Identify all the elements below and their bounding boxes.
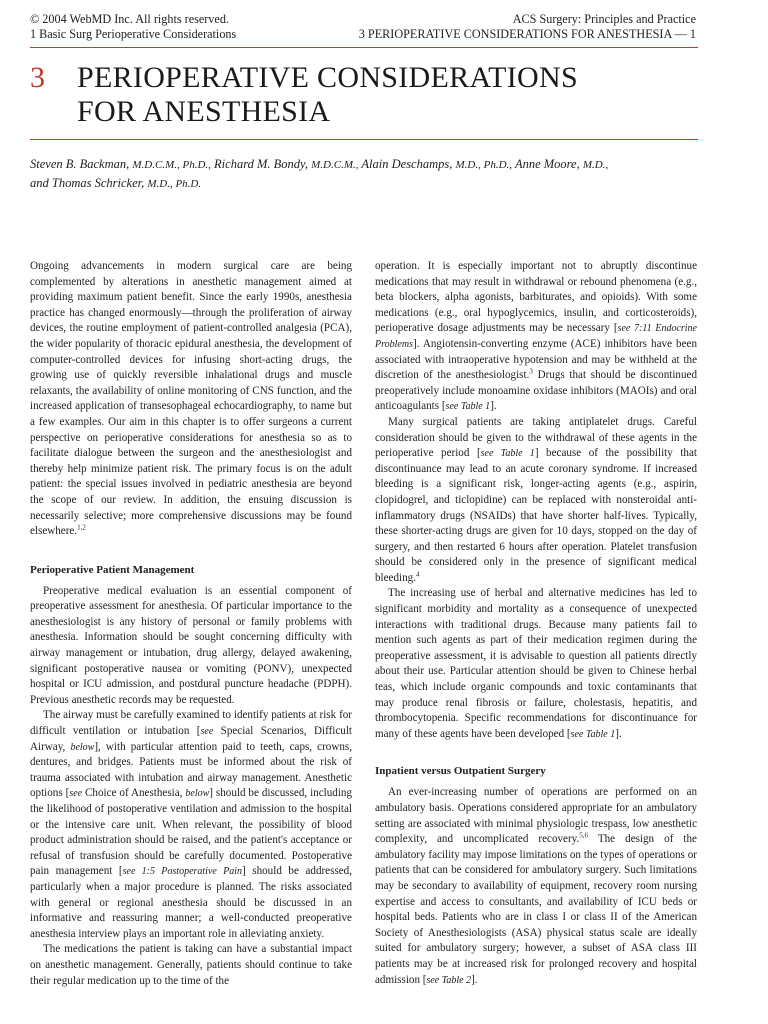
author-degrees: M.D., bbox=[582, 159, 609, 171]
section-heading: Inpatient versus Outpatient Surgery bbox=[375, 765, 546, 778]
body-paragraph: An ever-increasing number of operations are performed on an ambulatory basis. Operations considered appropriate for an ambulatory setting are associated with minimal physiologic trespass, low anesthetic complexity, and uncomplicated recovery.$^{5,6}$ The design of the ambulatory facility may impose limitations on the types of operations or patients that can be considered for ambulatory surgery. Such limitations may be secondary to availability of equipment, recovery room nursing expertise and access to consultants, and availability of ICU beds or hospital beds. Patients who are in class I or class II of the American Society of Anesthesiologists (ASA) physical status scale are ideally suited for ambulatory surgery; however, a subset of ASA class III patients may be at increased risk for prolonged recovery and hospital admission [see Table 2]. bbox=[375, 786, 697, 986]
chapter-title-line2: FOR ANESTHESIA bbox=[77, 95, 331, 128]
body-paragraph: The medications the patient is taking can have a substantial impact on anesthetic management. Generally, patients should continue to take their regular medication up to the time of the bbox=[30, 943, 352, 987]
body-paragraph: The increasing use of herbal and alternative medicines has led to significant morbidity and mortality as a consequence of unexpected interactions with traditional drugs. Because many patients fail to mention such agents as part of their medication regimen during the preoperative assessment, it is advisable to question all patients directly about their use. Particular attention should be given to Chinese herbal teas, which include organic compounds and toxic contaminants that may produce renal fibrosis or failure, cholestasis, hepatitis, and thrombocytopenia. Specific recommendations for discontinuance for many of these agents have been developed [see Table 1]. bbox=[375, 587, 697, 740]
footnote-ref: 3 bbox=[529, 367, 533, 376]
author-name: Alain Deschamps, bbox=[361, 157, 453, 171]
table-reference: see Table 1 bbox=[570, 728, 616, 740]
copyright-notice: © 2004 WebMD Inc. All rights reserved. bbox=[30, 12, 229, 26]
author-degrees: M.D.C.M., bbox=[311, 159, 359, 171]
chapter-title-line1: PERIOPERATIVE CONSIDERATIONS bbox=[77, 61, 578, 94]
running-title: 3 PERIOPERATIVE CONSIDERATIONS FOR ANESTHESIA — 1 bbox=[358, 27, 696, 41]
author-list bbox=[30, 155, 710, 193]
author-name: and Thomas Schricker, bbox=[30, 176, 145, 190]
author-degrees: M.D., Ph.D. bbox=[147, 178, 202, 190]
author-name: Steven B. Backman, bbox=[30, 157, 130, 171]
author-name: Richard M. Bondy, bbox=[214, 157, 309, 171]
book-title: ACS Surgery: Principles and Practice bbox=[512, 12, 696, 26]
table-reference: see Table 2 bbox=[426, 974, 472, 986]
header-rule bbox=[30, 47, 698, 48]
table-reference: see Table 1 bbox=[445, 401, 491, 413]
body-paragraph: Preoperative medical evaluation is an essential component of preoperative assessment for anesthesia. Of particular importance to the anesthesiologist is any history of personal or family problems with anesthesia. Information should be sought concerning difficulty with airway management or intubation, drug allergy, delayed awakening, significant postoperative nausea or vomiting (PONV), unexpected hospital or ICU admission, and postdural puncture headache (PDPH). Previous anesthetic records may be requested. bbox=[30, 584, 352, 706]
chapter-title bbox=[77, 61, 578, 129]
body-paragraph: Many surgical patients are taking antiplatelet drugs. Careful consideration should be given to the withdrawal of these agents in the perioperative period [see Table 1] because of the possibility that discontinuance may lead to an acute coronary syndrome. If increased bleeding is a significant risk, longer-acting agents (e.g., aspirin, clopidogrel, and ticlopidine) can be replaced with nonsteroidal anti-inflammatory drugs (NSAIDs) that have shorter half-lives. Typically, these shorter-acting drugs are given for 10 days, stopped on the day of surgery, and then restarted 6 hours after operation. Platelet transfusion should be considered only in the presence of significant medical bleeding.$^4$ bbox=[375, 415, 697, 584]
title-rule bbox=[30, 139, 698, 140]
body-paragraph: operation. It is especially important not to abruptly discontinue medications that may result in withdrawal or rebound phenomena (e.g., beta blockers, alpha agonists, barbiturates, and opioids). With some medications (e.g., oral hypoglycemics, insulin, and corticosteroids), perioperative dosage adjustments may be necessary [see 7:11 Endocrine Problems]. Angiotensin-converting enzyme (ACE) inhibitors have been associated with intraoperative hypotension and may be withheld at the discretion of the anesthesiologist.$^3$ Drugs that should be discontinued preoperatively include monoamine oxidase inhibitors (MAOIs) and oral anticoagulants [see Table 1]. bbox=[375, 260, 697, 413]
footnote-ref: 1,2 bbox=[77, 523, 86, 532]
right-column bbox=[375, 259, 697, 988]
left-column bbox=[30, 259, 352, 989]
intro-paragraph: Ongoing advancements in modern surgical care are being complemented by alterations in anesthetic management aimed at providing maximum patient benefit. Since the early 1990s, anesthesia practice has changed enormously—through the proliferation of airway devices, the routine employment of patient-controlled analgesia (PCA), the wider popularity of thoracic epidural anesthesia, the development of computer-controlled devices for infusing short-acting drugs, the growing use of quickly reversible inhalational drugs and muscle relaxants, the availability of online monitoring of CNS function, and the increased application of transesophageal echocardiography, to name but a few examples. Our aim in this chapter is to offer surgeons a current perspective on perioperative considerations for anesthesia so as to facilitate dialogue between the surgeon and the anesthesiologist and thereby help minimize patient risk. The primary focus is on the adult patient: the special issues involved in pediatric anesthesia are beyond the scope of our review. In addition, the ensuing discussion is necessarily selective; more comprehensive discussions may be found elsewhere.$^{1,2}$ bbox=[30, 260, 352, 538]
cross-reference: see 7:11 Endocrine Problems bbox=[375, 323, 697, 350]
author-degrees: M.D.C.M., Ph.D., bbox=[132, 159, 211, 171]
footnote-ref: 5,6 bbox=[579, 831, 589, 840]
section-label: 1 Basic Surg Perioperative Considerations bbox=[30, 27, 237, 41]
author-degrees: M.D., Ph.D., bbox=[455, 159, 513, 171]
cross-reference: see 1:5 Postoperative Pain bbox=[122, 866, 243, 878]
body-paragraph: The airway must be carefully examined to identify patients at risk for difficult ventilation or intubation [see Special Scenarios, Difficult Airway, below], with particular attention paid to teeth, caps, crowns, dentures, and bridges. Patients must be informed about the risk of trauma associated with intubation and airway management. Anesthetic options [see Choice of Anesthesia, below] should be discussed, including the likelihood of postoperative ventilation and admission to the hospital or the intensive care unit. When relevant, the possibility of blood product administration should be raised, and the patient's acceptance or refusal of transfusion should be carefully documented. Postoperative pain management [see 1:5 Postoperative Pain] should be addressed, particularly when a major procedure is planned. The risks associated with general or regional anesthesia should be discussed in an informative and reassuring manner; a well-conducted preoperative anesthesia interview plays an important role in alleviating anxiety. bbox=[30, 709, 353, 940]
chapter-number: 3 bbox=[30, 61, 45, 94]
section-heading: Perioperative Patient Management bbox=[30, 563, 195, 576]
author-name: Anne Moore, bbox=[514, 157, 580, 171]
table-reference: see Table 1 bbox=[480, 448, 535, 460]
footnote-ref: 4 bbox=[415, 570, 420, 579]
